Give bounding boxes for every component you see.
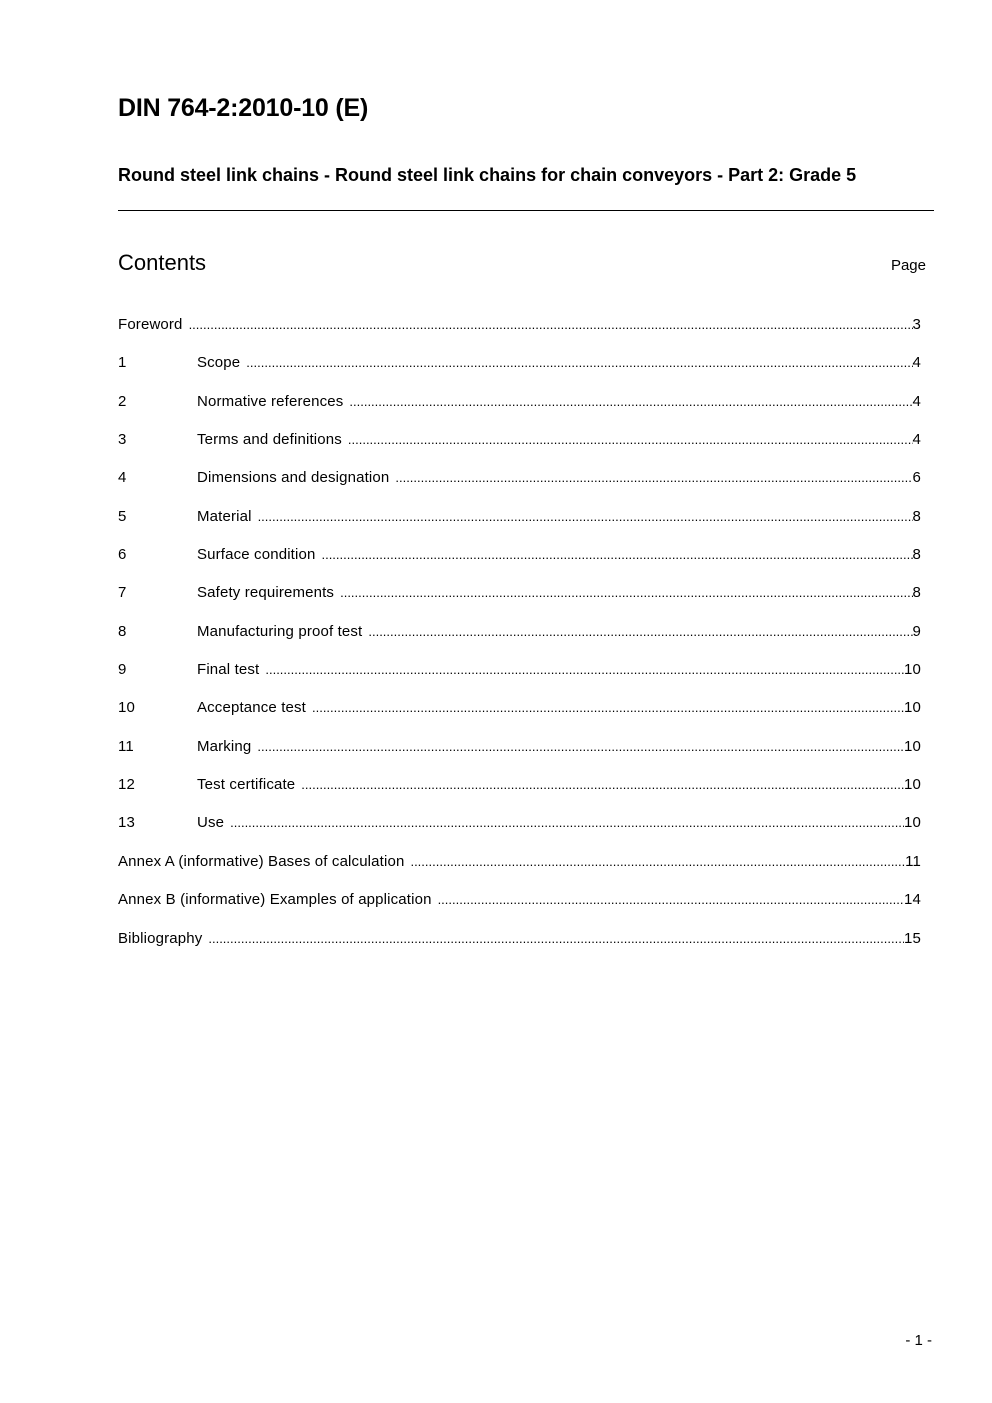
contents-heading: Contents <box>118 250 207 275</box>
toc-entry-title: Use <box>197 814 225 832</box>
toc-entry-number: 6 <box>118 546 127 564</box>
toc-entry-title: Bibliography <box>118 929 203 947</box>
toc-entry-page: 4 <box>912 392 921 410</box>
toc-entry-number: 13 <box>118 814 135 832</box>
toc-entry-number: 4 <box>118 469 127 487</box>
toc-entry-title: Normative references <box>197 392 344 410</box>
toc-entry-title: Scope <box>197 354 241 372</box>
toc-entry-title: Terms and definitions <box>197 431 342 449</box>
dot-leader <box>410 851 905 873</box>
toc-entry-manufacturing-proof-test[interactable] <box>118 621 921 659</box>
toc-entry-final-test[interactable] <box>118 659 921 697</box>
dot-leader <box>208 928 904 950</box>
toc-entry-page: 4 <box>912 431 921 449</box>
dot-leader <box>230 812 904 834</box>
toc-entry-number: 8 <box>118 622 127 640</box>
dot-leader <box>312 697 904 719</box>
dot-leader <box>258 506 913 528</box>
page-column-heading: Page <box>890 257 926 274</box>
toc-entry-foreword[interactable] <box>118 314 921 352</box>
toc-entry-page: 11 <box>905 852 921 870</box>
toc-entry-title: Manufacturing proof test <box>197 622 363 640</box>
document-title: Round steel link chains - Round steel link chains for chain conveyors - Part 2: Grade 5 <box>118 165 857 185</box>
dot-leader <box>438 889 904 911</box>
toc-entry-annex-a[interactable] <box>118 851 921 889</box>
dot-leader <box>265 659 904 681</box>
toc-entry-page: 6 <box>912 469 921 487</box>
title-divider <box>118 210 934 211</box>
toc-entry-use[interactable] <box>118 812 921 850</box>
dot-leader <box>257 736 904 758</box>
dot-leader <box>189 314 913 336</box>
toc-entry-title: Acceptance test <box>197 699 306 717</box>
toc-entry-page: 15 <box>904 929 921 947</box>
toc-entry-page: 10 <box>904 776 921 794</box>
toc-entry-number: 12 <box>118 776 135 794</box>
toc-entry-title: Test certificate <box>197 776 296 794</box>
toc-entry-title: Annex A (informative) Bases of calculation <box>118 852 405 870</box>
toc-entry-page: 10 <box>904 699 921 717</box>
toc-entry-terms-and-definitions[interactable] <box>118 429 921 467</box>
toc-entry-title: Surface condition <box>197 546 316 564</box>
toc-entry-page: 10 <box>904 661 921 679</box>
dot-leader <box>395 467 912 489</box>
toc-entry-test-certificate[interactable] <box>118 774 921 812</box>
page-number: - 1 - <box>905 1332 932 1349</box>
toc-entry-title: Foreword <box>118 316 183 333</box>
toc-entry-material[interactable] <box>118 506 921 544</box>
dot-leader <box>349 391 912 413</box>
toc-entry-normative-references[interactable] <box>118 391 921 429</box>
toc-entry-number: 9 <box>118 661 127 679</box>
toc-entry-title: Dimensions and designation <box>197 469 390 487</box>
toc-entry-number: 5 <box>118 507 127 525</box>
toc-entry-page: 9 <box>912 622 921 640</box>
toc-entry-page: 8 <box>912 584 921 602</box>
toc-entry-number: 2 <box>118 392 127 410</box>
toc-entry-bibliography[interactable] <box>118 928 921 966</box>
toc-entry-number: 7 <box>118 584 127 602</box>
toc-entry-page: 14 <box>904 891 921 909</box>
toc-entry-title: Marking <box>197 737 252 755</box>
toc-entry-number: 10 <box>118 699 135 717</box>
toc-entry-page: 10 <box>904 737 921 755</box>
toc-entry-acceptance-test[interactable] <box>118 697 921 735</box>
toc-entry-title: Safety requirements <box>197 584 335 602</box>
dot-leader <box>348 429 913 451</box>
toc-entry-title: Final test <box>197 661 260 679</box>
toc-entry-page: 4 <box>912 354 921 372</box>
toc-entry-dimensions-and-designation[interactable] <box>118 467 921 505</box>
dot-leader <box>246 352 912 374</box>
toc-entry-surface-condition[interactable] <box>118 544 921 582</box>
toc-entry-page: 8 <box>912 546 921 564</box>
toc-entry-scope[interactable] <box>118 352 921 390</box>
toc-entry-title: Material <box>197 507 252 525</box>
document-id: DIN 764-2:2010-10 (E) <box>118 94 369 122</box>
dot-leader <box>321 544 912 566</box>
toc-entry-number: 11 <box>118 737 134 755</box>
toc-entry-page: 10 <box>904 814 921 832</box>
toc-entry-number: 3 <box>118 431 127 449</box>
toc-entry-page: 3 <box>912 316 921 333</box>
dot-leader <box>368 621 912 643</box>
toc-entry-number: 1 <box>118 354 127 372</box>
toc-entry-annex-b[interactable] <box>118 889 921 927</box>
toc-entry-safety-requirements[interactable] <box>118 582 921 620</box>
toc-entry-title: Annex B (informative) Examples of application <box>118 891 432 909</box>
toc-entry-marking[interactable] <box>118 736 921 774</box>
table-of-contents <box>118 314 921 966</box>
dot-leader <box>340 582 912 604</box>
toc-entry-page: 8 <box>912 507 921 525</box>
dot-leader <box>301 774 904 796</box>
